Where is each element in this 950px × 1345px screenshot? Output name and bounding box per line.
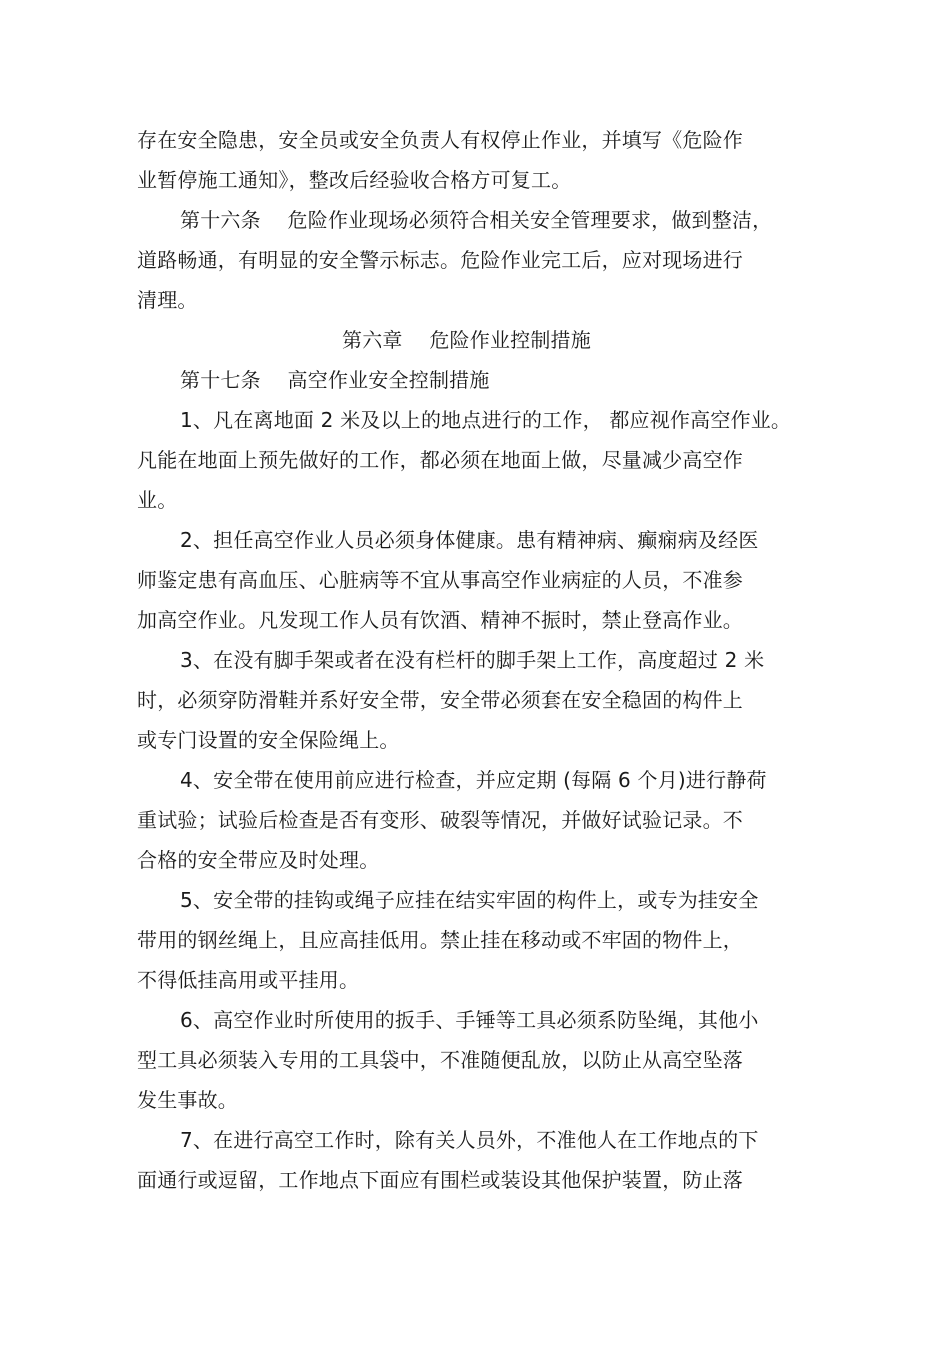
item-7-line: 7、在进行高空工作时，除有关人员外，不准他人在工作地点的下 bbox=[180, 1128, 759, 1152]
text-line: 业暂停施工通知》，整改后经验收合格方可复工。 bbox=[137, 168, 572, 192]
item-2-line: 2、担任高空作业人员必须身体健康。患有精神病、癫痫病及经医 bbox=[180, 528, 759, 552]
text-line: 面通行或逗留，工作地点下面应有围栏或装设其他保护装置，防止落 bbox=[137, 1168, 743, 1192]
item-3-line: 3、在没有脚手架或者在没有栏杆的脚手架上工作，高度超过 2 米 bbox=[180, 648, 765, 672]
item-1-line: 1、凡在离地面 2 米及以上的地点进行的工作， 都应视作高空作业。 bbox=[180, 408, 792, 432]
text-line: 时，必须穿防滑鞋并系好安全带，安全带必须套在安全稳固的构件上 bbox=[137, 688, 743, 712]
text-line: 不得低挂高用或平挂用。 bbox=[137, 968, 360, 992]
text-line: 凡能在地面上预先做好的工作，都必须在地面上做，尽量减少高空作 bbox=[137, 448, 743, 472]
text-line: 或专门设置的安全保险绳上。 bbox=[137, 728, 400, 752]
text-line: 加高空作业。凡发现工作人员有饮酒、精神不振时，禁止登高作业。 bbox=[137, 608, 743, 632]
text-line: 型工具必须装入专用的工具袋中，不准随便乱放，以防止从高空坠落 bbox=[137, 1048, 743, 1072]
text-line: 业。 bbox=[137, 488, 178, 512]
article-16-line: 第十六条 危险作业现场必须符合相关安全管理要求，做到整洁， bbox=[180, 208, 773, 232]
text-line: 合格的安全带应及时处理。 bbox=[137, 848, 380, 872]
text-line: 清理。 bbox=[137, 288, 198, 312]
text-line: 发生事故。 bbox=[137, 1088, 238, 1112]
item-4-line: 4、安全带在使用前应进行检查，并应定期 (每隔 6 个月)进行静荷 bbox=[180, 768, 767, 792]
chapter-heading: 第六章 危险作业控制措施 bbox=[342, 328, 591, 352]
text-line: 带用的钢丝绳上，且应高挂低用。禁止挂在移动或不牢固的物件上， bbox=[137, 928, 743, 952]
text-line: 存在安全隐患，安全员或安全负责人有权停止作业，并填写《危险作 bbox=[137, 128, 743, 152]
text-line: 重试验；试验后检查是否有变形、破裂等情况，并做好试验记录。不 bbox=[137, 808, 743, 832]
item-5-line: 5、安全带的挂钩或绳子应挂在结实牢固的构件上，或专为挂安全 bbox=[180, 888, 759, 912]
text-line: 道路畅通，有明显的安全警示标志。危险作业完工后，应对现场进行 bbox=[137, 248, 743, 272]
article-17-heading: 第十七条 高空作业安全控制措施 bbox=[180, 368, 490, 392]
item-6-line: 6、高空作业时所使用的扳手、手锤等工具必须系防坠绳，其他小 bbox=[180, 1008, 759, 1032]
text-line: 师鉴定患有高血压、心脏病等不宜从事高空作业病症的人员，不准参 bbox=[137, 568, 743, 592]
